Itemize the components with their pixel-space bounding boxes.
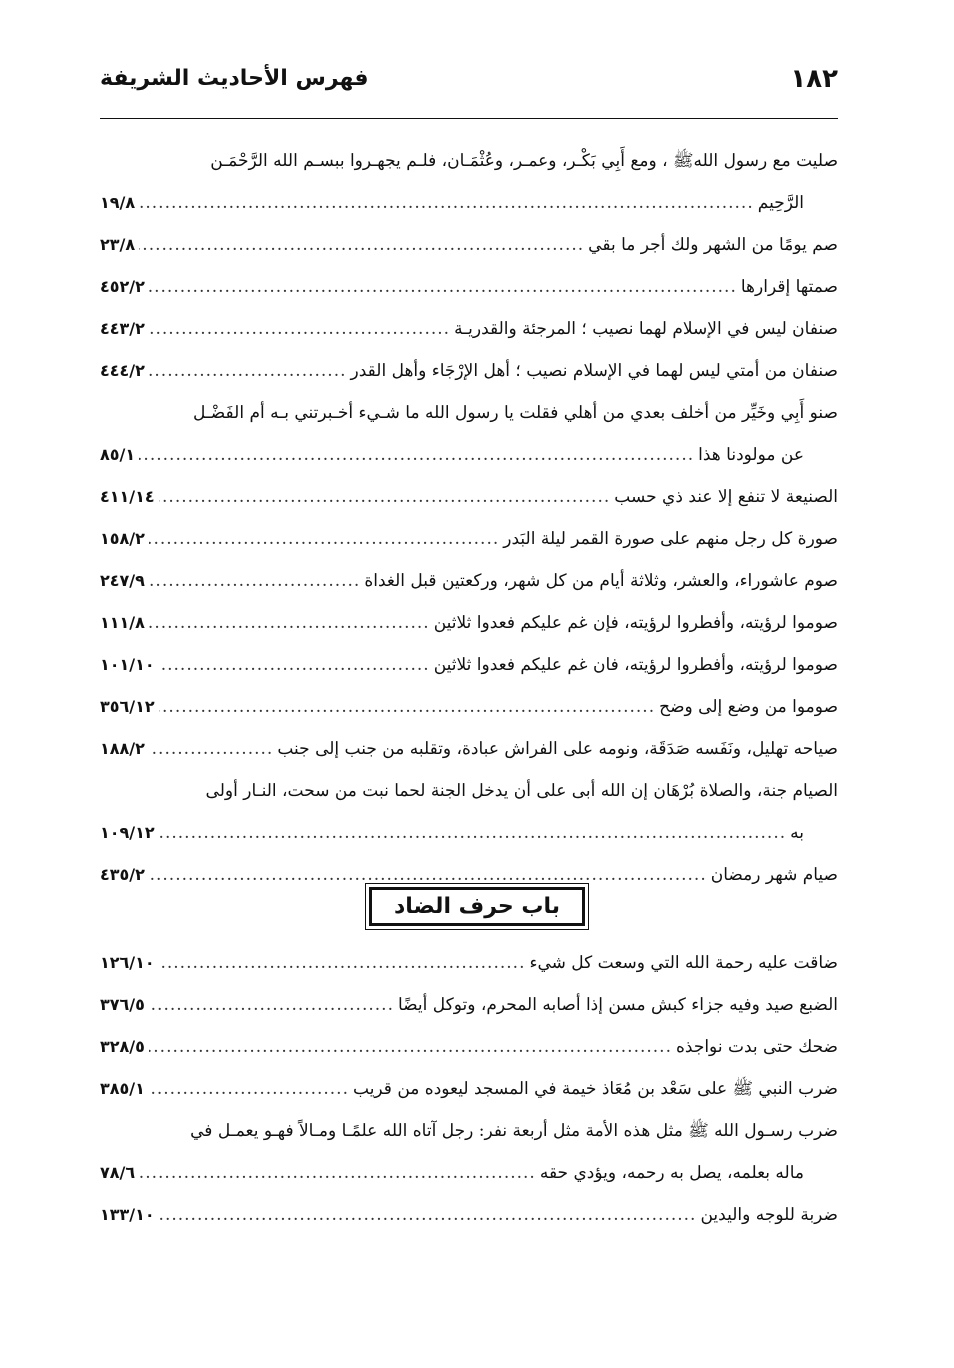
leader-dots	[159, 476, 611, 518]
entry-text: ضرب رسـول الله ﷺ مثل هذه الأمة مثل أربعة نفر: رجل آتاه الله علمًـا ومـالاً فهـو يعمـل في	[190, 1121, 838, 1141]
volume-page-ref: ٧٨/٦	[100, 1163, 136, 1182]
volume-page-ref: ٨٥/١	[100, 445, 136, 464]
leader-dots	[159, 644, 430, 686]
entry-text: ضحك حتى بدت نواجذه	[676, 1037, 838, 1057]
entry-text: الصنيعة لا تنفع إلا عند ذي حسب	[614, 487, 838, 507]
entry-text: الضبع صيد وفيه جزاء كبش مسن إذا أصابه المحرم، وتوكل أيضًا	[397, 995, 838, 1015]
volume-page-ref: ١٥٨/٢	[100, 529, 145, 548]
index-entry	[100, 686, 838, 728]
volume-page-ref: ٤٣٥/٢	[100, 865, 145, 884]
index-entry	[100, 602, 838, 644]
index-entry	[100, 518, 838, 560]
leader-dots	[149, 728, 273, 770]
leader-dots	[139, 434, 694, 476]
entry-text: صوم عاشوراء، والعشر، وثلاثة أيام من كل شهر، وركعتين قبل الغداة	[364, 571, 838, 591]
entry-text: ضربة للوجه واليدين	[700, 1205, 838, 1225]
index-entry	[100, 1068, 838, 1110]
entry-text: صورة كل رجل منهم على صورة القمر ليلة البَدر	[503, 529, 838, 549]
volume-page-ref: ٢٣/٨	[100, 235, 136, 254]
volume-page-ref: ١٠٩/١٢	[100, 823, 155, 842]
volume-page-ref: ٣٧٦/٥	[100, 995, 145, 1014]
entry-text: صمتها إقرارها	[740, 277, 838, 297]
leader-dots	[149, 518, 499, 560]
hadith-index-list	[100, 942, 838, 1236]
leader-dots	[159, 942, 526, 984]
index-entry	[100, 350, 838, 392]
hadith-index-list	[100, 140, 838, 896]
entry-text: صوموا من وضع إلى وضح	[659, 697, 838, 717]
index-entry	[100, 1026, 838, 1068]
entry-text: صنفان من أمتي ليس لهما في الإسلام نصيب ؛ أهل الإرْجَاء وأهل القدر	[350, 361, 838, 381]
index-entry	[100, 224, 838, 266]
volume-page-ref: ١٣٣/١٠	[100, 1205, 155, 1224]
leader-dots	[139, 182, 754, 224]
index-entry	[100, 770, 838, 854]
page-number: ١٨٢	[790, 64, 838, 94]
volume-page-ref: ٣٥٦/١٢	[100, 697, 155, 716]
entry-text: به	[790, 823, 804, 843]
volume-page-ref: ١١١/٨	[100, 613, 145, 632]
volume-page-ref: ١٢٦/١٠	[100, 953, 155, 972]
index-entry	[100, 266, 838, 308]
header-rule	[100, 118, 838, 119]
entry-text: صليت مع رسول اللهﷺ ، ومع أَبِي بَكْـر، وعمـر، وعُثْمَـان، فلـم يجهـروا ببسـم الله الرَّحْمَـن	[210, 151, 838, 171]
index-entry	[100, 476, 838, 518]
section-heading-container	[0, 876, 954, 936]
index-entry	[100, 728, 838, 770]
leader-dots	[149, 308, 450, 350]
leader-dots	[159, 686, 655, 728]
index-entry	[100, 942, 838, 984]
leader-dots	[149, 602, 430, 644]
volume-page-ref: ٤٤٣/٢	[100, 319, 145, 338]
entry-text: ضاقت عليه رحمة الله التي وسعت كل شيء	[529, 953, 838, 973]
volume-page-ref: ٣٢٨/٥	[100, 1037, 145, 1056]
entry-text: الصيام جنة، والصلاة بُرْهَان إن الله أبى على أن يدخل الجنة لحما نبت من سحت، النـار أولى	[205, 781, 838, 801]
entry-text: صنفان ليس في الإسلام لهما نصيب ؛ المرجئة والقدريـة	[454, 319, 838, 339]
entry-text: عن مولودنا هذا	[698, 445, 804, 465]
leader-dots	[159, 812, 786, 854]
volume-page-ref: ١٨٨/٢	[100, 739, 145, 758]
entry-text: ماله بعلمه، يصل به رحمه، ويؤدي حقه	[539, 1163, 804, 1183]
volume-page-ref: ١٠١/١٠	[100, 655, 155, 674]
volume-page-ref: ٣٨٥/١	[100, 1079, 145, 1098]
entry-text: صنو أَبِي وخَيِّر من أخلف بعدي من أهلي فقلت يا رسول الله ما شـيء أخـبرتني بـه أم الفَضْـل	[192, 403, 838, 423]
leader-dots	[149, 350, 347, 392]
leader-dots	[149, 560, 360, 602]
leader-dots	[149, 1026, 672, 1068]
index-entry	[100, 984, 838, 1026]
leader-dots	[149, 1068, 349, 1110]
entry-text: صوموا لرؤيته، وأفطروا لرؤيته، فان غم عليكم فعدوا ثلاثين	[433, 655, 838, 675]
index-entry	[100, 560, 838, 602]
entry-text: صم يومًا من الشهر ولك أجر ما بقي	[588, 235, 838, 255]
volume-page-ref: ٤٤٤/٢	[100, 361, 145, 380]
index-entry	[100, 644, 838, 686]
entry-text: الرَّحِيم	[757, 193, 804, 213]
entry-text: ضرب النبي ﷺ على سَعْد بن مُعَاذ خيمة في المسجد ليعوده من قريب	[353, 1079, 838, 1099]
index-entry	[100, 308, 838, 350]
entry-text: صيام شهر رمضان	[710, 865, 838, 885]
leader-dots	[149, 266, 737, 308]
entry-text: صوموا لرؤيته، وأفطروا لرؤيته، فإن غم عليكم فعدوا ثلاثين	[433, 613, 838, 633]
index-entry	[100, 140, 838, 224]
volume-page-ref: ٢٤٧/٩	[100, 571, 145, 590]
leader-dots	[139, 1152, 536, 1194]
index-entry	[100, 392, 838, 476]
index-entry	[100, 1110, 838, 1194]
leader-dots	[149, 984, 394, 1026]
volume-page-ref: ٤٥٢/٢	[100, 277, 145, 296]
leader-dots	[159, 1194, 697, 1236]
entry-text: صياحه تهليل، ونَفَسه صَدَقَة، ونومه على الفراش عبادة، وتقلبه من جنب إلى جنب	[277, 739, 838, 759]
volume-page-ref: ٤١١/١٤	[100, 487, 155, 506]
section-heading: باب حرف الضاد	[369, 887, 585, 926]
volume-page-ref: ١٩/٨	[100, 193, 136, 212]
leader-dots	[139, 224, 584, 266]
index-entry	[100, 1194, 838, 1236]
page-header	[100, 58, 838, 108]
running-title: فهرس الأحاديث الشريفة	[100, 66, 369, 91]
